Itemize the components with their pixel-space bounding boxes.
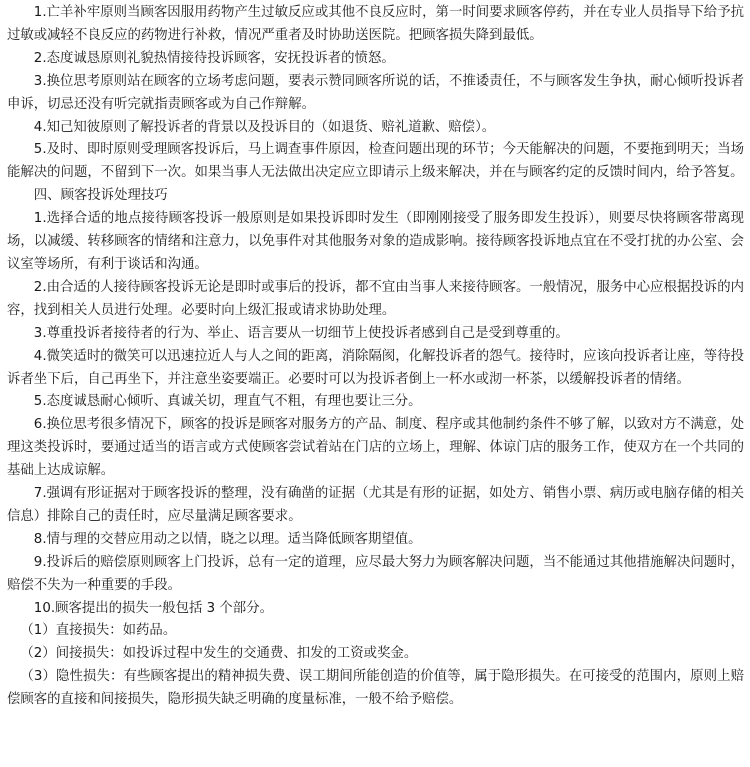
paragraph-principle-2: 2.态度诚恳原则礼貌热情接待投诉顾客，安抚投诉者的愤怒。 — [33, 50, 395, 66]
paragraph-principle-5: 5.及时、即时原则受理顾客投诉后，马上调查事件原因，检查问题出现的环节；今天能解决的问题，不要拖到明天；当场能解决的问题，不留到下一次。如果当事人无法做出决定应立即请示上级来解决，并在与顾客约定的反馈时间内，给予答复。 — [7, 142, 744, 181]
paragraph-skill-8: 8.情与理的交替应用动之以情，晓之以理。适当降低顾客期望值。 — [33, 531, 422, 547]
paragraph-skill-1: 1.选择合适的地点接待顾客投诉一般原则是如果投诉即时发生（即刚刚接受了服务即发生投诉），则要尽快将顾客带离现场，以减缓、转移顾客的情绪和注意力，以免事件对其他服务对象的造成影响。接待顾客投诉地点宜在不受打扰的办公室、会议室等场所，有利于谈话和沟通。 — [7, 211, 744, 272]
paragraph-skill-6: 6.换位思考很多情况下，顾客的投诉是顾客对服务方的产品、制度、程序或其他制约条件不够了解，以致对方不满意，处理这类投诉时，要通过适当的语言或方式使顾客尝试着站在门店的立场上，理解、体谅门店的服务工作，使双方在一个共同的基础上达成谅解。 — [7, 417, 744, 479]
paragraph-skill-4: 4.微笑适时的微笑可以迅速拉近人与人之间的距离，消除隔阂，化解投诉者的怨气。接待时，应该向投诉者让座，等待投诉者坐下后，自己再坐下，并注意坐姿要端正。必要时可以为投诉者倒上一杯水或沏一杯茶，以缓解投诉者的情绪。 — [7, 348, 744, 387]
paragraph-skill-10: 10.顾客提出的损失一般包括 3 个部分。 — [33, 600, 273, 616]
paragraph-skill-2: 2.由合适的人接待顾客投诉无论是即时或事后的投诉，都不宜由当事人来接待顾客。一般情况，服务中心应根据投诉的内容，找到相关人员进行处理。必要时向上级汇报或请求协助处理。 — [7, 279, 744, 318]
paragraph-loss-indirect: （2）间接损失：如投诉过程中发生的交通费、扣发的工资或奖金。 — [20, 646, 418, 662]
paragraph-principle-1: 1.亡羊补牢原则当顾客因服用药物产生过敏反应或其他不良反应时，第一时间要求顾客停药，并在专业人员指导下给予抗过敏或减轻不良反应的药物进行补救，情况严重者及时协助送医院。把顾客损失降到最低。 — [7, 5, 744, 43]
paragraph-skill-3: 3.尊重投诉者接待者的行为、举止、语言要从一切细节上使投诉者感到自己是受到尊重的。 — [33, 325, 569, 341]
paragraph-loss-direct: （1）直接损失：如药品。 — [20, 623, 177, 639]
paragraph-loss-hidden: （3）隐性损失：有些顾客提出的精神损失费、误工期间所能创造的价值等，属于隐形损失。在可接受的范围内，原则上赔偿顾客的直接和间接损失，隐形损失缺乏明确的度量标准，一般不给予赔偿。 — [7, 669, 744, 708]
paragraph-skill-9: 9.投诉后的赔偿原则顾客上门投诉，总有一定的道理，应尽最大努力为顾客解决问题，当不能通过其他措施解决问题时，赔偿不失为一种重要的手段。 — [7, 554, 744, 593]
paragraph-skill-7: 7.强调有形证据对于顾客投诉的整理，没有确凿的证据（尤其是有形的证据，如处方、销售小票、病历或电脑存储的相关信息）排除自己的责任时，应尽量满足顾客要求。 — [7, 486, 744, 524]
section-heading: 四、顾客投诉处理技巧 — [33, 188, 168, 204]
paragraph-principle-4: 4.知己知彼原则了解投诉者的背景以及投诉目的（如退货、赔礼道歉、赔偿）。 — [33, 119, 496, 135]
paragraph-principle-3: 3.换位思考原则站在顾客的立场考虑问题，要表示赞同顾客所说的话，不推诿责任，不与顾客发生争执，耐心倾听投诉者申诉，切忌还没有听完就指责顾客或为自己作辩解。 — [7, 73, 744, 112]
paragraph-skill-5: 5.态度诚恳耐心倾听、真诚关切，理直气不粗，有理也要让三分。 — [33, 394, 422, 410]
